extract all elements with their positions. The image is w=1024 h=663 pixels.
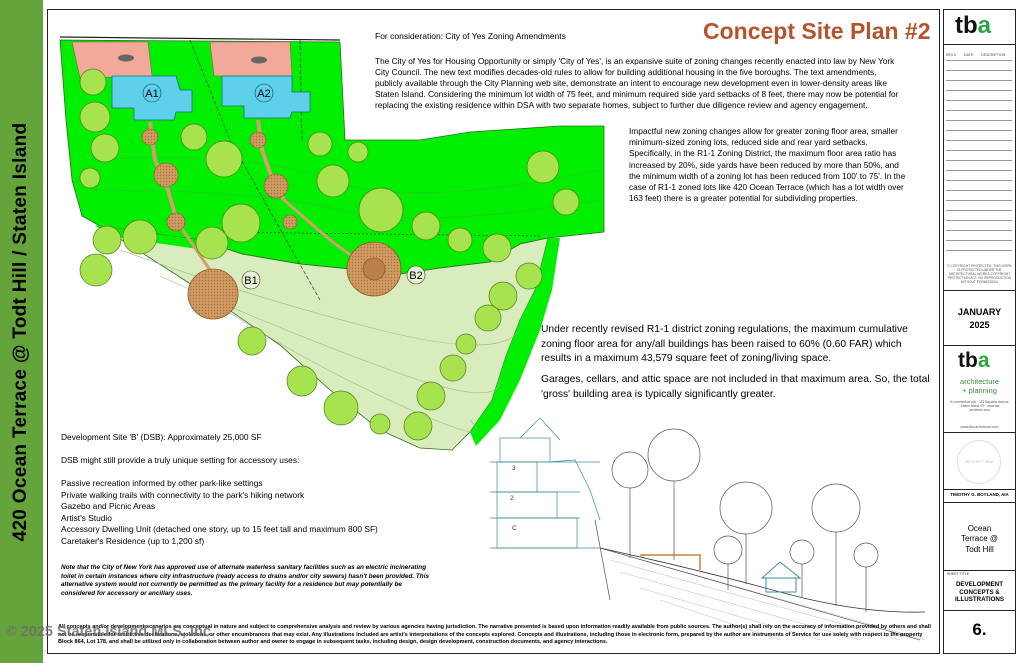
vehicle-a1 xyxy=(118,55,134,62)
firm-tagline: + planning xyxy=(962,386,997,395)
gazebo-node xyxy=(250,132,266,148)
tree xyxy=(456,334,476,354)
gazebo-node xyxy=(264,174,288,198)
dsb-intro: DSB might still provide a truly unique setting for accessory uses: xyxy=(61,455,300,465)
revision-row-line xyxy=(946,200,1012,201)
section-grade-line xyxy=(548,460,600,520)
revision-row-line xyxy=(946,150,1012,151)
title-rule xyxy=(944,502,1015,503)
vehicle-a2 xyxy=(251,57,267,64)
section-gazebo xyxy=(766,578,796,592)
dsb-uses-list xyxy=(61,478,441,548)
sheet-number: 6. xyxy=(972,620,987,639)
section-room xyxy=(497,462,537,492)
tree xyxy=(80,102,110,132)
title-rule xyxy=(944,610,1015,611)
section-tree xyxy=(854,543,878,567)
gazebo-node xyxy=(142,129,158,145)
section-tree xyxy=(812,484,860,532)
tree xyxy=(222,204,260,242)
tree xyxy=(348,142,368,162)
tree xyxy=(553,189,579,215)
list-item: Caretaker's Residence (up to 1,200 sf) xyxy=(61,535,205,546)
consideration-line: For consideration: City of Yes Zoning Amendments xyxy=(375,31,566,41)
house-label-a1: A1 xyxy=(145,88,159,100)
site-label-b1: B1 xyxy=(244,275,258,287)
development-site-b-block xyxy=(61,432,441,548)
dsb-size: Development Site 'B' (DSB): Approximately 25,000 SF xyxy=(61,432,262,442)
revision-header: REV # DATE DESCRIPTION xyxy=(946,53,1006,57)
revision-row-line xyxy=(946,180,1012,181)
section-grade-line xyxy=(595,520,610,600)
street-line xyxy=(60,37,340,40)
sheet-heading: Concept Site Plan #2 xyxy=(703,18,931,44)
firm-website: www.tba-architects.com xyxy=(960,425,999,429)
sheet-title-caption: SHEET TITLE xyxy=(947,572,970,576)
tba-logo-top: tba xyxy=(955,12,992,39)
impact-paragraph: Impactful new zoning changes allow for greater zoning floor area, smaller minimum-sized zoning lots, reduced side and rear yard setbacks. Specifically, in the R1-1 Zoning District, the maximum floor area ratio has increased by 20%, side yards have been reduced by more than 50%, and the minimum width of a zoning lot has been reduced from 100' to 75'. In the case of R1-1 zoned lots like 420 Ocean Terrace (which has a lot width over 163 feet) there is a greater potential for subdividing properties. xyxy=(629,126,906,204)
tree xyxy=(93,226,121,254)
tree xyxy=(287,366,317,396)
revision-row-line xyxy=(946,120,1012,121)
tree xyxy=(417,382,445,410)
sheet-date: JANUARY 2025 xyxy=(957,307,1002,330)
section-level-label: 3 xyxy=(512,465,516,472)
architect-name: TIMOTHY G. BOYLAND, AIA xyxy=(950,492,1009,497)
section-level-label: C xyxy=(512,525,517,532)
list-item: Accessory Dwelling Unit (detached one story, up to 15 feet tall and maximum 800 SF) xyxy=(61,524,378,535)
tree xyxy=(91,134,119,162)
tree xyxy=(238,327,266,355)
tree xyxy=(527,151,559,183)
tree xyxy=(475,305,501,331)
revision-row-line xyxy=(946,230,1012,231)
project-vertical-title: 420 Ocean Terrace @ Todt Hill / Staten Island xyxy=(10,122,31,542)
tree xyxy=(448,228,472,252)
mls-watermark: © 2025 Staten Island MLS, Inc. xyxy=(6,624,215,640)
tree xyxy=(80,254,112,286)
gazebo-pad-b1 xyxy=(188,269,238,319)
revision-row-line xyxy=(946,60,1012,61)
firm-details: tb architecture pllc · 152 Bayview Avenue · Staten Island NY · www.tba-architects.com xyxy=(950,400,1009,413)
revision-row-line xyxy=(946,190,1012,191)
title-rule xyxy=(944,44,1015,45)
title-rule xyxy=(944,489,1015,490)
disclaimer: All concepts and/or development scenarios are conceptual in nature and subject to comprehensive analysis and review by various agencies having jurisdiction. The narrative presented is based upon information readily available from public sources. The author(s) shall rely on the accuracy of information provided by others and shall not be responsible for restrictive declarations, violations, or other encumbrances that may exist. Any illustrations included are artist's interpretations of the concepts explored. Concepts and illustrations, including those in electronic form, prepared by the author are instruments of Service for use solely with respect to the property Block 864, Lot 178, and shall be utilized only in collaboration between author and owner to engage in subsequent tasks, including design, design development, construction documents, and agency interactions. xyxy=(58,624,931,646)
list-item: Gazebo and Picnic Areas xyxy=(61,501,156,512)
gazebo-node xyxy=(167,213,185,231)
section-room-upper xyxy=(500,438,550,462)
tree xyxy=(483,234,511,262)
gazebo-node xyxy=(283,215,297,229)
revision-row-line xyxy=(946,80,1012,81)
list-item: Passive recreation informed by other park-like settings xyxy=(61,478,263,488)
title-rule xyxy=(944,570,1015,571)
tree xyxy=(324,391,358,425)
building-section-drawing xyxy=(490,418,610,600)
revision-row-line xyxy=(946,250,1012,251)
title-rule xyxy=(944,345,1015,346)
section-level-label: 2 xyxy=(510,495,514,502)
revision-row-line xyxy=(946,130,1012,131)
tree xyxy=(370,414,390,434)
tree xyxy=(516,263,542,289)
tree xyxy=(196,227,228,259)
section-tree xyxy=(790,540,814,564)
zoning-paragraph: Garages, cellars, and attic space are not included in that maximum area. So, the total 'gross' building area is typically significantly greater. xyxy=(541,374,930,400)
site-label-b2: B2 xyxy=(409,270,423,282)
copyright-note: © COPYRIGHT PROTECTED. THIS WORK IS PROTECTED UNDER THE ARCHITECTURAL WORKS COPYRIGHT PROTECTION ACT. NO REPRODUCTION WITHOUT PERMISSION. xyxy=(947,264,1012,284)
revision-row-line xyxy=(946,170,1012,171)
revision-row-line xyxy=(946,140,1012,141)
tree xyxy=(317,165,349,197)
tree xyxy=(359,188,403,232)
sheet-title: DEVELOPMENT CONCEPTS & ILLUSTRATIONS xyxy=(954,581,1005,604)
tree xyxy=(206,141,242,177)
title-rule xyxy=(944,290,1015,291)
driveway-a2 xyxy=(210,42,292,76)
revision-row-line xyxy=(946,110,1012,111)
revision-row-line xyxy=(946,240,1012,241)
title-rule xyxy=(944,432,1015,433)
intro-paragraph: The City of Yes for Housing Opportunity or simply 'City of Yes', is an expansive suite of zoning changes recently enacted into law by New York City Council. The new text modifies decades-old rules to allow for building additional housing in the five boroughs. The text amendments, publicly available through the City Planning web site, demonstrate an intent to encourage new development even in lower-density areas like Staten Island. Considering the minimum lot width of 75 feet, and minimum required side yard setbacks of 8 feet, there may now be potential for replacing the existing residence within DSA with two separate homes, subject to further due diligence review and agency engagement. xyxy=(375,56,899,110)
revision-row-line xyxy=(946,70,1012,71)
tree xyxy=(440,355,466,381)
tree xyxy=(80,69,106,95)
section-tree xyxy=(612,452,648,488)
house-label-a2: A2 xyxy=(257,88,271,100)
revision-row-line xyxy=(946,160,1012,161)
tree xyxy=(80,168,100,188)
revision-row-line xyxy=(946,210,1012,211)
gazebo-node xyxy=(154,163,178,187)
firm-tagline: architecture xyxy=(959,377,1000,386)
section-room xyxy=(497,492,557,518)
tree xyxy=(181,124,207,150)
list-item: Private walking trails with connectivity to the park's hiking network xyxy=(61,489,305,500)
revision-row-line xyxy=(946,90,1012,91)
list-item: Artist's Studio xyxy=(61,512,112,523)
section-tree xyxy=(720,482,772,534)
revision-row-line xyxy=(946,100,1012,101)
section-cellar xyxy=(497,518,577,548)
tree xyxy=(123,220,157,254)
section-tree xyxy=(714,536,742,564)
section-gazebo-roof xyxy=(762,562,800,578)
sanitary-note: Note that the City of New York has approved use of alternate waterless sanitary facilities such as an electric incinerating toilet in certain instances where city infrastructure (ready access to drains and/or city sewers) hasn't been provided. This alternative system would not currently be permitted as the primary facility for a residence but may potentially be considered for accessory or ancillary uses. xyxy=(61,564,430,597)
revision-row-line xyxy=(946,220,1012,221)
tba-logo-firm: tba xyxy=(958,349,990,372)
tree xyxy=(308,132,332,156)
zoning-paragraph: Under recently revised R1-1 district zoning regulations, the maximum cumulative zoning floor area for any/all buildings has been raised to 60% (0.60 FAR) which results in a maximum 43,579 square feet of zoning/living space. xyxy=(541,324,908,365)
section-tree xyxy=(648,429,700,481)
project-name: Ocean Terrace @ Todt Hill xyxy=(960,524,999,554)
section-roof xyxy=(520,418,560,440)
gazebo-core-b2 xyxy=(363,258,385,280)
architect-seal: ARCHITECT SEAL xyxy=(957,440,1001,484)
tree xyxy=(412,212,440,240)
